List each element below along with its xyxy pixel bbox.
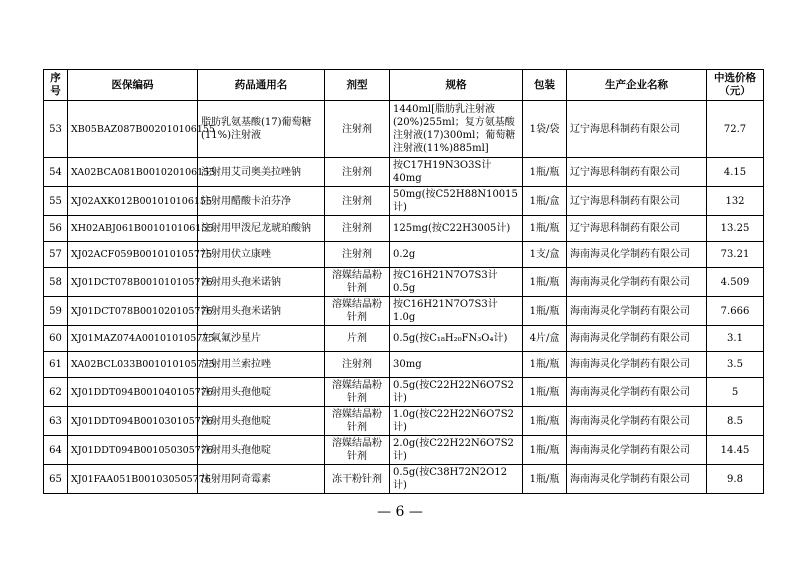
cell-pack: 1瓶/瓶 xyxy=(523,352,567,378)
cell-price: 5 xyxy=(707,378,764,407)
table-row xyxy=(44,465,764,494)
cell-price: 4.509 xyxy=(707,268,764,297)
cell-form: 溶媒结晶粉针剂 xyxy=(325,268,390,297)
cell-form: 注射剂 xyxy=(325,101,390,158)
cell-maker: 辽宁海思科制药有限公司 xyxy=(567,216,707,242)
table-row xyxy=(44,268,764,297)
table-header-row xyxy=(44,70,764,101)
table-row xyxy=(44,352,764,378)
cell-code: XJ01FAA051B001030505776 xyxy=(68,465,198,494)
cell-code: XJ01DDT094B001040105776 xyxy=(68,378,198,407)
cell-pack: 1支/盒 xyxy=(523,242,567,268)
cell-pack: 1瓶/瓶 xyxy=(523,297,567,326)
cell-code: XJ01DCT078B001020105776 xyxy=(68,297,198,326)
header-name: 药品通用名 xyxy=(198,70,325,101)
header-code: 医保编码 xyxy=(68,70,198,101)
cell-name: 注射用头孢他啶 xyxy=(198,407,325,436)
cell-no: 57 xyxy=(44,242,68,268)
cell-no: 61 xyxy=(44,352,68,378)
cell-code: XJ01MAZ074A001010105775 xyxy=(68,326,198,352)
cell-maker: 海南海灵化学制药有限公司 xyxy=(567,465,707,494)
cell-name: 注射用兰索拉唑 xyxy=(198,352,325,378)
table-row xyxy=(44,436,764,465)
cell-spec: 125mg(按C22H3005计) xyxy=(390,216,523,242)
cell-price: 3.5 xyxy=(707,352,764,378)
cell-name: 注射用头孢米诺钠 xyxy=(198,297,325,326)
cell-form: 注射剂 xyxy=(325,187,390,216)
cell-spec: 0.5g(按C22H22N6O7S2计) xyxy=(390,378,523,407)
cell-price: 72.7 xyxy=(707,101,764,158)
cell-no: 58 xyxy=(44,268,68,297)
cell-no: 65 xyxy=(44,465,68,494)
cell-name: 注射用阿奇霉素 xyxy=(198,465,325,494)
page-number: — 6 — xyxy=(377,504,423,520)
cell-price: 8.5 xyxy=(707,407,764,436)
table-row xyxy=(44,187,764,216)
cell-no: 53 xyxy=(44,101,68,158)
cell-pack: 1瓶/瓶 xyxy=(523,465,567,494)
header-form: 剂型 xyxy=(325,70,390,101)
cell-no: 62 xyxy=(44,378,68,407)
cell-form: 溶媒结晶粉针剂 xyxy=(325,297,390,326)
cell-name: 注射用伏立康唑 xyxy=(198,242,325,268)
cell-form: 注射剂 xyxy=(325,242,390,268)
cell-form: 片剂 xyxy=(325,326,390,352)
table-row xyxy=(44,407,764,436)
cell-spec: 1.0g(按C22H22N6O7S2计) xyxy=(390,407,523,436)
cell-code: XJ02AXK012B001010106155 xyxy=(68,187,198,216)
cell-code: XB05BAZ087B002010106155 xyxy=(68,101,198,158)
table-row xyxy=(44,242,764,268)
header-no: 序号 xyxy=(44,70,68,101)
cell-name: 左氧氟沙星片 xyxy=(198,326,325,352)
cell-no: 55 xyxy=(44,187,68,216)
cell-spec: 按C16H21N7O7S3计1.0g xyxy=(390,297,523,326)
cell-price: 14.45 xyxy=(707,436,764,465)
cell-form: 注射剂 xyxy=(325,158,390,187)
cell-price: 9.8 xyxy=(707,465,764,494)
cell-form: 注射剂 xyxy=(325,352,390,378)
cell-name: 注射用头孢他啶 xyxy=(198,378,325,407)
cell-price: 4.15 xyxy=(707,158,764,187)
cell-maker: 海南海灵化学制药有限公司 xyxy=(567,352,707,378)
cell-price: 132 xyxy=(707,187,764,216)
cell-spec: 按C17H19N3O3S计40mg xyxy=(390,158,523,187)
header-spec: 规格 xyxy=(390,70,523,101)
table-row xyxy=(44,101,764,158)
cell-spec: 0.2g xyxy=(390,242,523,268)
cell-maker: 辽宁海思科制药有限公司 xyxy=(567,158,707,187)
cell-maker: 海南海灵化学制药有限公司 xyxy=(567,268,707,297)
cell-no: 59 xyxy=(44,297,68,326)
cell-maker: 海南海灵化学制药有限公司 xyxy=(567,297,707,326)
cell-form: 溶媒结晶粉针剂 xyxy=(325,407,390,436)
table-row xyxy=(44,158,764,187)
cell-no: 60 xyxy=(44,326,68,352)
cell-form: 溶媒结晶粉针剂 xyxy=(325,436,390,465)
cell-price: 73.21 xyxy=(707,242,764,268)
header-maker: 生产企业名称 xyxy=(567,70,707,101)
cell-no: 63 xyxy=(44,407,68,436)
cell-name: 注射用头孢米诺钠 xyxy=(198,268,325,297)
cell-form: 冻干粉针剂 xyxy=(325,465,390,494)
cell-spec: 2.0g(按C22H22N6O7S2计) xyxy=(390,436,523,465)
cell-form: 溶媒结晶粉针剂 xyxy=(325,378,390,407)
cell-maker: 海南海灵化学制药有限公司 xyxy=(567,378,707,407)
cell-name: 注射用醋酸卡泊芬净 xyxy=(198,187,325,216)
cell-price: 7.666 xyxy=(707,297,764,326)
table-row xyxy=(44,378,764,407)
cell-name: 注射用头孢他啶 xyxy=(198,436,325,465)
header-pack: 包装 xyxy=(523,70,567,101)
cell-spec: 0.5g(按C38H72N2O12计) xyxy=(390,465,523,494)
drug-price-table xyxy=(43,69,764,494)
cell-pack: 1瓶/瓶 xyxy=(523,158,567,187)
header-price: 中选价格（元） xyxy=(707,70,764,101)
cell-no: 56 xyxy=(44,216,68,242)
cell-pack: 1瓶/瓶 xyxy=(523,268,567,297)
cell-maker: 海南海灵化学制药有限公司 xyxy=(567,436,707,465)
cell-code: XJ01DDT094B001050305776 xyxy=(68,436,198,465)
cell-price: 13.25 xyxy=(707,216,764,242)
cell-name: 脂肪乳氨基酸(17)葡萄糖(11%)注射液 xyxy=(198,101,325,158)
cell-pack: 1瓶/盒 xyxy=(523,187,567,216)
cell-spec: 30mg xyxy=(390,352,523,378)
cell-name: 注射用甲泼尼龙琥珀酸钠 xyxy=(198,216,325,242)
cell-pack: 1袋/袋 xyxy=(523,101,567,158)
cell-code: XA02BCL033B001010105775 xyxy=(68,352,198,378)
cell-spec: 按C16H21N7O7S3计0.5g xyxy=(390,268,523,297)
cell-pack: 1瓶/瓶 xyxy=(523,378,567,407)
cell-maker: 辽宁海思科制药有限公司 xyxy=(567,101,707,158)
cell-code: XH02ABJ061B001010106155 xyxy=(68,216,198,242)
cell-no: 64 xyxy=(44,436,68,465)
table-row xyxy=(44,326,764,352)
cell-code: XJ01DDT094B001030105776 xyxy=(68,407,198,436)
cell-spec: 0.5g(按C₁₈H₂₀FN₃O₄计) xyxy=(390,326,523,352)
cell-pack: 4片/盒 xyxy=(523,326,567,352)
cell-spec: 1440ml[脂肪乳注射液(20%)255ml；复方氨基酸注射液(17)300ml；葡萄糖注射液(11%)885ml] xyxy=(390,101,523,158)
cell-spec: 50mg(按C52H88N10015计) xyxy=(390,187,523,216)
cell-pack: 1瓶/瓶 xyxy=(523,407,567,436)
cell-code: XJ02ACF059B001010105775 xyxy=(68,242,198,268)
cell-price: 3.1 xyxy=(707,326,764,352)
table-row xyxy=(44,297,764,326)
cell-name: 注射用艾司奥美拉唑钠 xyxy=(198,158,325,187)
cell-form: 注射剂 xyxy=(325,216,390,242)
cell-maker: 辽宁海思科制药有限公司 xyxy=(567,187,707,216)
cell-maker: 海南海灵化学制药有限公司 xyxy=(567,326,707,352)
cell-no: 54 xyxy=(44,158,68,187)
table-row xyxy=(44,216,764,242)
cell-code: XJ01DCT078B001010105776 xyxy=(68,268,198,297)
cell-pack: 1瓶/瓶 xyxy=(523,216,567,242)
cell-code: XA02BCA081B001020106155 xyxy=(68,158,198,187)
cell-pack: 1瓶/瓶 xyxy=(523,436,567,465)
cell-maker: 海南海灵化学制药有限公司 xyxy=(567,407,707,436)
cell-maker: 海南海灵化学制药有限公司 xyxy=(567,242,707,268)
